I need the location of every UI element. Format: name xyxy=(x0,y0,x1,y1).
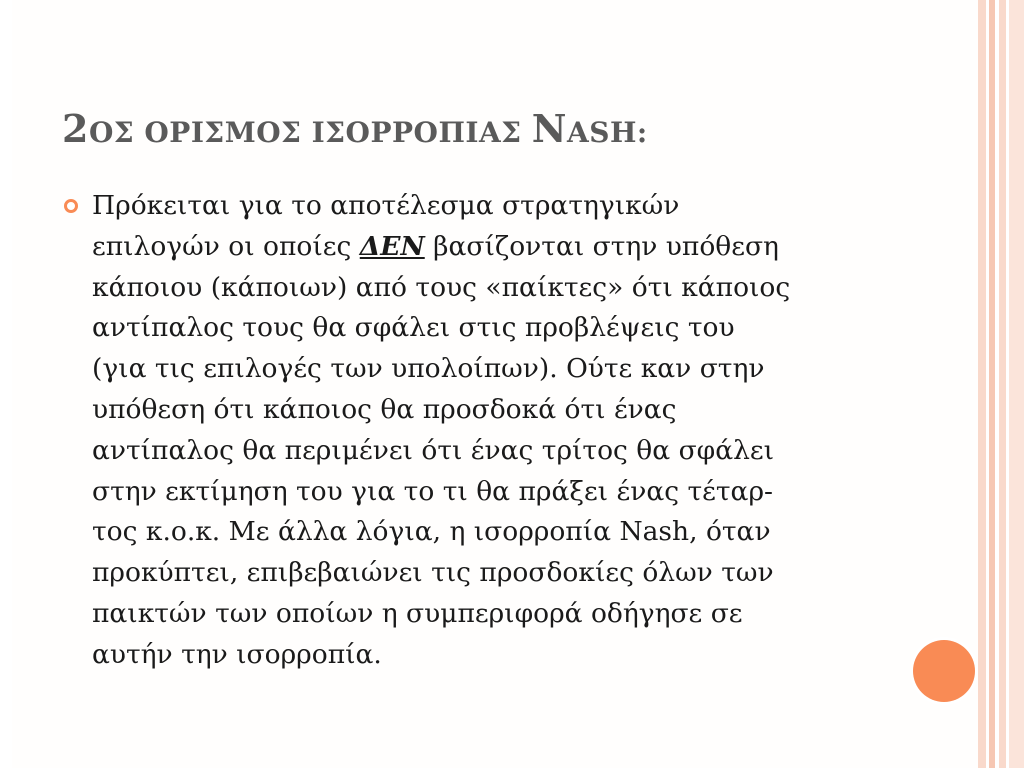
text-segment: στην εκτίμηση του για το τι θα πράξει ένας τέταρ- xyxy=(92,475,773,507)
text-line xyxy=(92,512,892,553)
stripe xyxy=(978,0,986,768)
text-segment: τος κ.ο.κ. Με άλλα λόγια, η ισορροπία Nash, όταν xyxy=(92,516,771,548)
text-line xyxy=(92,308,892,349)
emphasis-den: ΔΕΝ xyxy=(359,230,425,262)
title-cap-letter: N xyxy=(531,106,567,151)
text-line xyxy=(92,390,892,431)
text-segment: κάποιου (κάποιων) από τους «παίκτες» ότι κάποιος xyxy=(92,271,791,303)
accent-circle-icon xyxy=(913,640,975,702)
text-line xyxy=(92,431,892,472)
text-segment: παικτών των οποίων η συμπεριφορά οδήγησε σε xyxy=(92,597,743,629)
text-segment: αντίπαλος τους θα σφάλει στις προβλέψεις του xyxy=(92,312,735,344)
text-line xyxy=(92,349,892,390)
bullet-text xyxy=(92,186,892,676)
text-line xyxy=(92,186,892,227)
text-line xyxy=(92,635,892,676)
text-segment: αυτήν την ισορροπία. xyxy=(92,638,382,670)
title-number: 2 xyxy=(62,106,89,151)
title-tail: ASH: xyxy=(567,116,648,149)
text-segment: επιλογών οι οποίες xyxy=(92,230,360,262)
slide-title xyxy=(62,106,648,151)
text-segment: υπόθεση ότι κάποιος θα προσδοκά ότι ένας xyxy=(92,393,677,425)
bullet-circle-icon xyxy=(64,199,78,213)
text-segment: Πρόκειται για το αποτέλεσμα στρατηγικών xyxy=(92,190,680,221)
stripe xyxy=(1009,0,1024,768)
text-segment: (για τις επιλογές των υπολοίπων). Ούτε καν στην xyxy=(92,353,765,385)
bullet-item xyxy=(64,186,914,676)
text-line xyxy=(92,553,892,594)
text-line xyxy=(92,268,892,309)
stripe xyxy=(999,0,1006,768)
text-line xyxy=(92,227,892,268)
text-line xyxy=(92,594,892,635)
title-smallcaps: ΟΣ ΟΡΙΣΜΟΣ ΙΣΟΡΡΟΠΙΑΣ xyxy=(88,116,532,149)
text-segment: προκύπτει, επιβεβαιώνει τις προσδοκίες όλων των xyxy=(92,557,774,589)
right-decorative-stripes xyxy=(978,0,1024,768)
text-segment: βασίζονται στην υπόθεση xyxy=(424,230,779,262)
text-line xyxy=(92,472,892,513)
text-segment: αντίπαλος θα περιμένει ότι ένας τρίτος θα σφάλει xyxy=(92,434,775,466)
